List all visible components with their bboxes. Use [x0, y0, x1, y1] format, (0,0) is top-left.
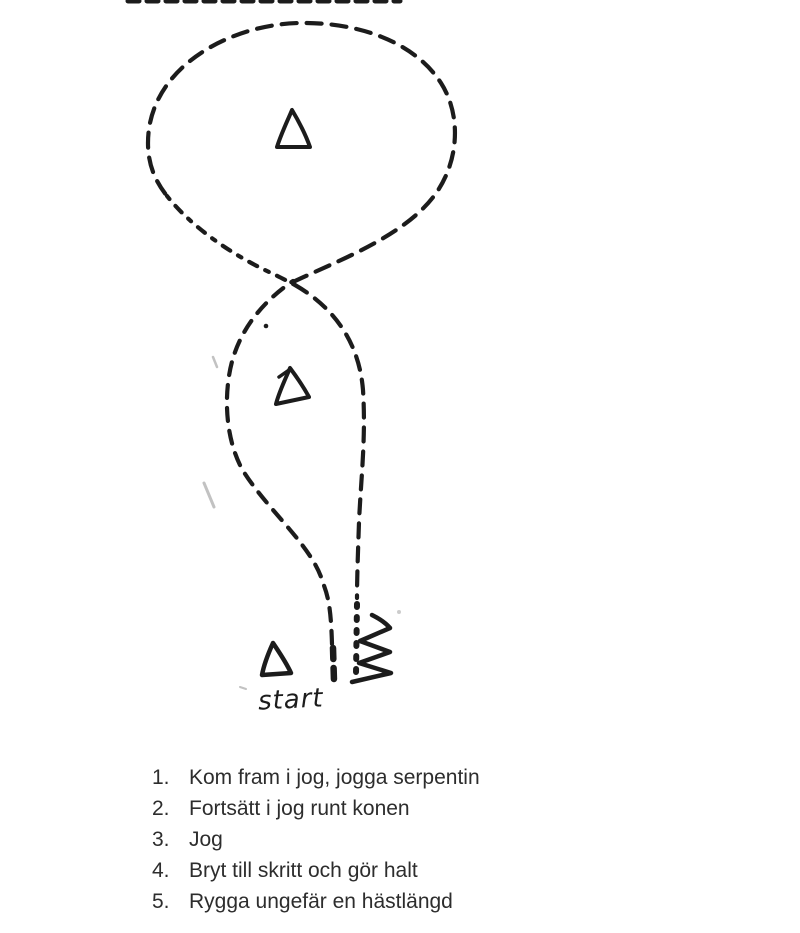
paper-smudge — [204, 483, 214, 507]
instruction-text: Fortsätt i jog runt konen — [189, 797, 410, 820]
start-label: start — [257, 683, 325, 717]
paper-smudge — [213, 357, 217, 367]
instruction-item — [152, 855, 572, 886]
instruction-number: 3. — [152, 828, 170, 851]
path-start-end-dashes — [333, 648, 334, 681]
instruction-number: 4. — [152, 859, 170, 882]
instruction-text: Jog — [189, 828, 223, 851]
instruction-number: 5. — [152, 890, 170, 913]
instruction-text: Rygga ungefär en hästlängd — [189, 890, 453, 913]
stray-ink-dot — [264, 324, 269, 329]
paper-smudge — [397, 610, 401, 614]
instruction-item — [152, 793, 572, 824]
instruction-number: 1. — [152, 766, 170, 789]
cone-marker-icon-start — [262, 643, 291, 675]
instruction-item — [152, 886, 572, 917]
instruction-list — [152, 762, 572, 917]
paper-smudge — [240, 687, 246, 689]
cone-marker-icon-middle — [276, 368, 309, 404]
instruction-number: 2. — [152, 797, 170, 820]
instruction-item — [152, 824, 572, 855]
path-serpentine-left — [227, 281, 332, 644]
path-top-circle-dotted-arc — [167, 196, 295, 285]
instruction-text: Kom fram i jog, jogga serpentin — [189, 766, 480, 789]
instruction-item — [152, 762, 572, 793]
instruction-text: Bryt till skritt och gör halt — [189, 859, 418, 882]
cone-marker-icon-top — [277, 110, 310, 147]
path-top-circle-arc — [148, 23, 455, 282]
